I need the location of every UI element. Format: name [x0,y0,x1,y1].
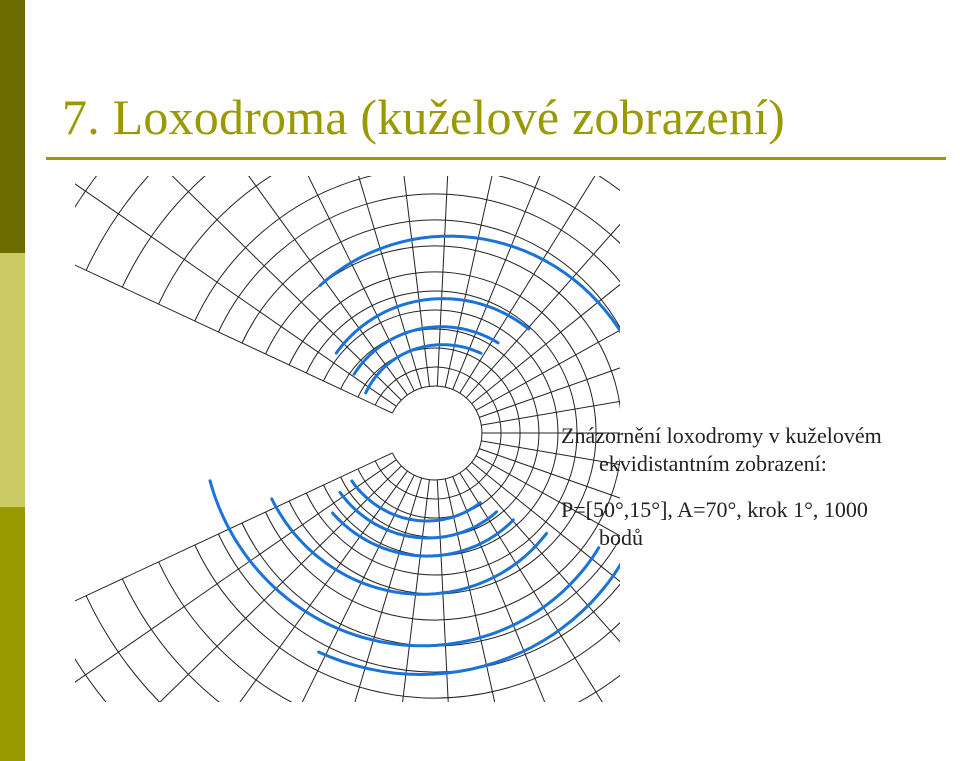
graticule [75,176,620,702]
meridian-line [466,176,620,398]
caption-line: bodů [599,525,643,550]
meridian-line [476,456,620,702]
meridian-line [453,176,620,390]
loxodrome-segment [366,345,481,393]
loxodrome-segment [210,481,599,646]
caption-line: Znázornění loxodromy v kuželovém [561,423,882,448]
sidebar-stripe-bottom [0,507,25,761]
sidebar-stripe-top [0,0,25,253]
meridian-line [75,176,407,395]
parallel-line [195,176,620,698]
caption-line: ekvidistantním zobrazení: [599,451,827,476]
caption-line: P=[50°,15°], A=70°, krok 1°, 1000 [561,497,868,522]
title-underline [46,157,946,160]
meridian-line [445,176,568,387]
meridian-line [437,176,465,386]
parallel-line [392,386,482,480]
slide-title: 7. Loxodroma (kuželové zobrazení) [62,89,785,145]
caption-parameters [561,496,960,552]
parallel-line [86,176,620,702]
parallel-line [159,176,620,702]
meridian-line [472,176,620,404]
meridian-line [460,176,620,393]
caption-description [561,422,960,478]
conic-projection-diagram [75,176,620,702]
sidebar-stripe-middle [0,253,25,507]
loxodrome-curves [210,236,620,674]
